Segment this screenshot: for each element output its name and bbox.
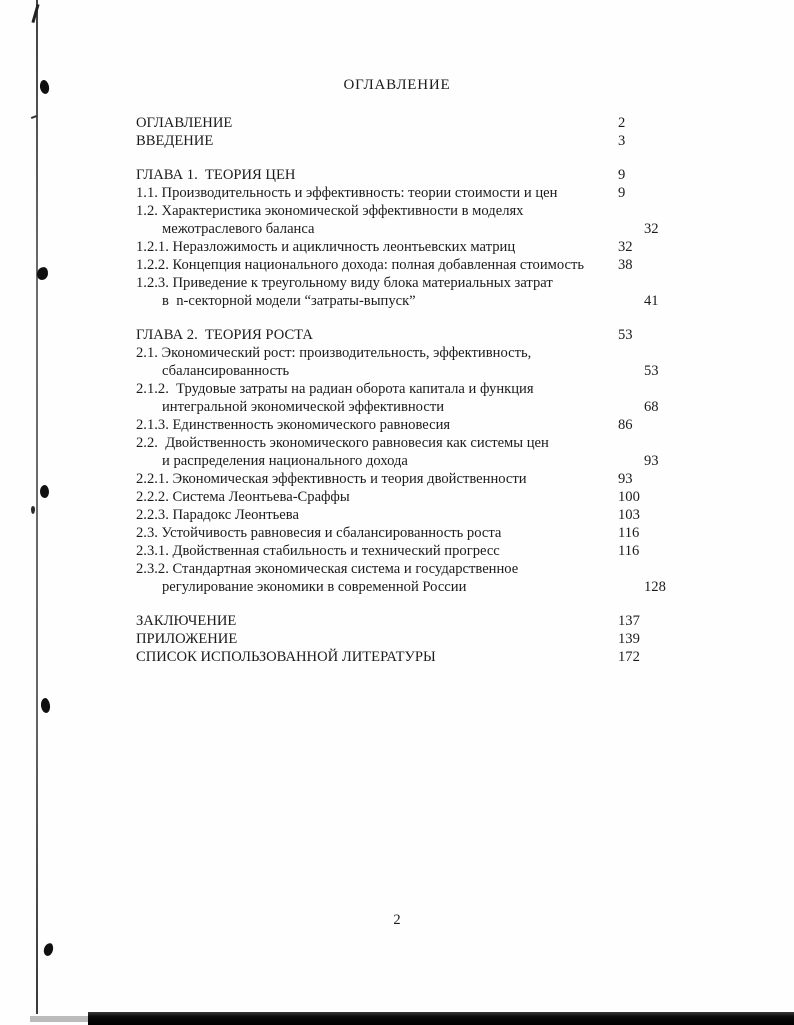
toc-line bbox=[136, 560, 660, 578]
toc-entry-text: 1.1. Производительность и эффективность: теории стоимости и цен bbox=[136, 185, 558, 201]
toc-entry-page: 2 bbox=[618, 115, 626, 131]
ink-blob bbox=[40, 697, 51, 713]
toc-entry bbox=[136, 238, 660, 256]
toc-entry-text: 2.2.2. Система Леонтьева-Сраффы bbox=[136, 489, 350, 505]
toc-entry-text: сбалансированность bbox=[162, 363, 290, 379]
toc-line bbox=[136, 452, 660, 470]
toc-entry-text: регулирование экономики в современной России bbox=[162, 579, 467, 595]
toc-line bbox=[136, 630, 660, 648]
toc-entry-page: 93 bbox=[644, 453, 659, 469]
scan-smudge bbox=[30, 1016, 88, 1022]
toc-entry-text: ГЛАВА 1. ТЕОРИЯ ЦЕН bbox=[136, 167, 296, 183]
toc-line bbox=[136, 434, 660, 452]
toc-entry-text: и распределения национального дохода bbox=[162, 453, 408, 469]
toc-entry-page: 116 bbox=[618, 543, 640, 559]
toc-entry-page: 38 bbox=[618, 257, 633, 273]
toc-line bbox=[136, 326, 660, 344]
toc-entry-page: 68 bbox=[644, 399, 659, 415]
toc-entry-text: 2.1. Экономический рост: производительность, эффективность, bbox=[136, 345, 532, 361]
toc-entry-text: 2.3.1. Двойственная стабильность и технический прогресс bbox=[136, 543, 500, 559]
toc-entry bbox=[136, 506, 660, 524]
toc-entry-page: 53 bbox=[618, 327, 633, 343]
toc-entry-text: ЗАКЛЮЧЕНИЕ bbox=[136, 613, 237, 629]
toc-entry-text: ВВЕДЕНИЕ bbox=[136, 133, 214, 149]
toc-entry bbox=[136, 326, 660, 344]
toc-entry-text: 2.3.2. Стандартная экономическая система и государственное bbox=[136, 561, 519, 577]
toc-entry-text: 1.2.2. Концепция национального дохода: полная добавленная стоимость bbox=[136, 257, 585, 273]
toc-line bbox=[136, 220, 660, 238]
toc-entry bbox=[136, 202, 660, 238]
toc-entry-page: 100 bbox=[618, 489, 640, 505]
toc-entry-text: 1.2.1. Неразложимость и ацикличность леонтьевских матриц bbox=[136, 239, 516, 255]
toc-entry-page: 86 bbox=[618, 417, 633, 433]
toc-entry-page bbox=[618, 560, 660, 578]
toc-entry bbox=[136, 524, 660, 542]
toc-entry-text: в n-секторной модели “затраты-выпуск” bbox=[162, 293, 416, 309]
toc-line bbox=[136, 238, 660, 256]
toc-entry bbox=[136, 344, 660, 380]
scan-bottom-bar bbox=[88, 1012, 794, 1025]
toc-entry bbox=[136, 560, 666, 596]
toc-entry-page: 32 bbox=[618, 239, 633, 255]
toc-entry-page bbox=[618, 202, 660, 220]
toc-line bbox=[136, 398, 660, 416]
toc-entry-page: 103 bbox=[618, 507, 640, 523]
toc-entry-page: 9 bbox=[618, 167, 626, 183]
toc-entry-page bbox=[618, 380, 660, 398]
toc-line bbox=[136, 114, 660, 132]
toc-entry bbox=[136, 470, 660, 488]
toc-line bbox=[136, 256, 660, 274]
toc-entry-page bbox=[618, 434, 660, 452]
toc-line bbox=[136, 344, 660, 362]
toc-line bbox=[136, 132, 660, 150]
toc-entry bbox=[136, 630, 660, 648]
toc-entry bbox=[136, 274, 660, 310]
toc-line bbox=[136, 542, 660, 560]
toc-line bbox=[136, 380, 660, 398]
toc-line bbox=[136, 524, 660, 542]
toc-line bbox=[136, 416, 660, 434]
toc-line bbox=[136, 202, 660, 220]
toc-entry bbox=[136, 648, 660, 666]
toc-entry-page: 93 bbox=[618, 471, 633, 487]
toc-entry bbox=[136, 612, 660, 630]
toc-entry-page: 116 bbox=[618, 525, 640, 541]
ink-speck bbox=[31, 506, 35, 514]
toc-line bbox=[136, 184, 660, 202]
toc-entry bbox=[136, 434, 660, 470]
toc-entry-page: 128 bbox=[644, 579, 666, 595]
toc-line bbox=[136, 506, 660, 524]
toc-entry bbox=[136, 184, 660, 202]
ink-blob bbox=[36, 266, 49, 280]
toc-entry-text: 2.1.3. Единственность экономического равновесия bbox=[136, 417, 451, 433]
toc-entry-text: интегральной экономической эффективности bbox=[162, 399, 445, 415]
toc-line bbox=[136, 648, 660, 666]
toc-entry-text: 2.2.1. Экономическая эффективность и теория двойственности bbox=[136, 471, 527, 487]
toc-entry-text: СПИСОК ИСПОЛЬЗОВАННОЙ ЛИТЕРАТУРЫ bbox=[136, 649, 436, 665]
toc-line bbox=[136, 470, 660, 488]
toc-entry-page: 32 bbox=[644, 221, 659, 237]
toc-entry-text: ОГЛАВЛЕНИЕ bbox=[136, 115, 233, 131]
toc-entry-text: ПРИЛОЖЕНИЕ bbox=[136, 631, 238, 647]
toc-entry-page: 3 bbox=[618, 133, 626, 149]
toc-entry-page: 139 bbox=[618, 631, 640, 647]
ink-blob bbox=[39, 485, 49, 499]
toc-line bbox=[136, 166, 660, 184]
toc-entry-text: 2.2.3. Парадокс Леонтьева bbox=[136, 507, 299, 523]
toc-line bbox=[136, 612, 660, 630]
toc-entry bbox=[136, 166, 660, 184]
toc-entry-text: 2.2. Двойственность экономического равновесия как системы цен bbox=[136, 435, 549, 451]
toc-entry-text: 1.2.3. Приведение к треугольному виду блока материальных затрат bbox=[136, 275, 553, 291]
toc-entry-page: 53 bbox=[644, 363, 659, 379]
footer-page-number: 2 bbox=[393, 912, 401, 928]
toc-entry-page: 9 bbox=[618, 185, 626, 201]
toc-line bbox=[136, 292, 660, 310]
page-title: ОГЛАВЛЕНИЕ bbox=[343, 77, 451, 93]
toc-line bbox=[136, 274, 660, 292]
toc-entry-page: 172 bbox=[618, 649, 640, 665]
toc-entry bbox=[136, 416, 660, 434]
toc-entry-text: 2.1.2. Трудовые затраты на радиан оборота капитала и функция bbox=[136, 381, 534, 397]
toc-entry-page bbox=[618, 344, 660, 362]
toc-entry bbox=[136, 256, 660, 274]
toc-entry bbox=[136, 542, 660, 560]
toc-entry-text: ГЛАВА 2. ТЕОРИЯ РОСТА bbox=[136, 327, 313, 343]
toc-entry bbox=[136, 380, 660, 416]
toc-entry-page bbox=[618, 274, 660, 292]
toc-entry-text: 2.3. Устойчивость равновесия и сбалансированность роста bbox=[136, 525, 502, 541]
toc-entry-text: межотраслевого баланса bbox=[162, 221, 315, 237]
toc-entry bbox=[136, 114, 660, 132]
toc-line bbox=[136, 488, 660, 506]
toc-entry-page: 137 bbox=[618, 613, 640, 629]
toc-entry bbox=[136, 488, 660, 506]
toc-list bbox=[136, 114, 666, 666]
toc-entry bbox=[136, 132, 660, 150]
toc-line bbox=[136, 362, 660, 380]
scan-edge-line bbox=[36, 0, 38, 1014]
ink-blob bbox=[43, 942, 55, 957]
toc-line bbox=[136, 578, 666, 596]
toc-entry-page: 41 bbox=[644, 293, 659, 309]
toc-entry-text: 1.2. Характеристика экономической эффективности в моделях bbox=[136, 203, 524, 219]
